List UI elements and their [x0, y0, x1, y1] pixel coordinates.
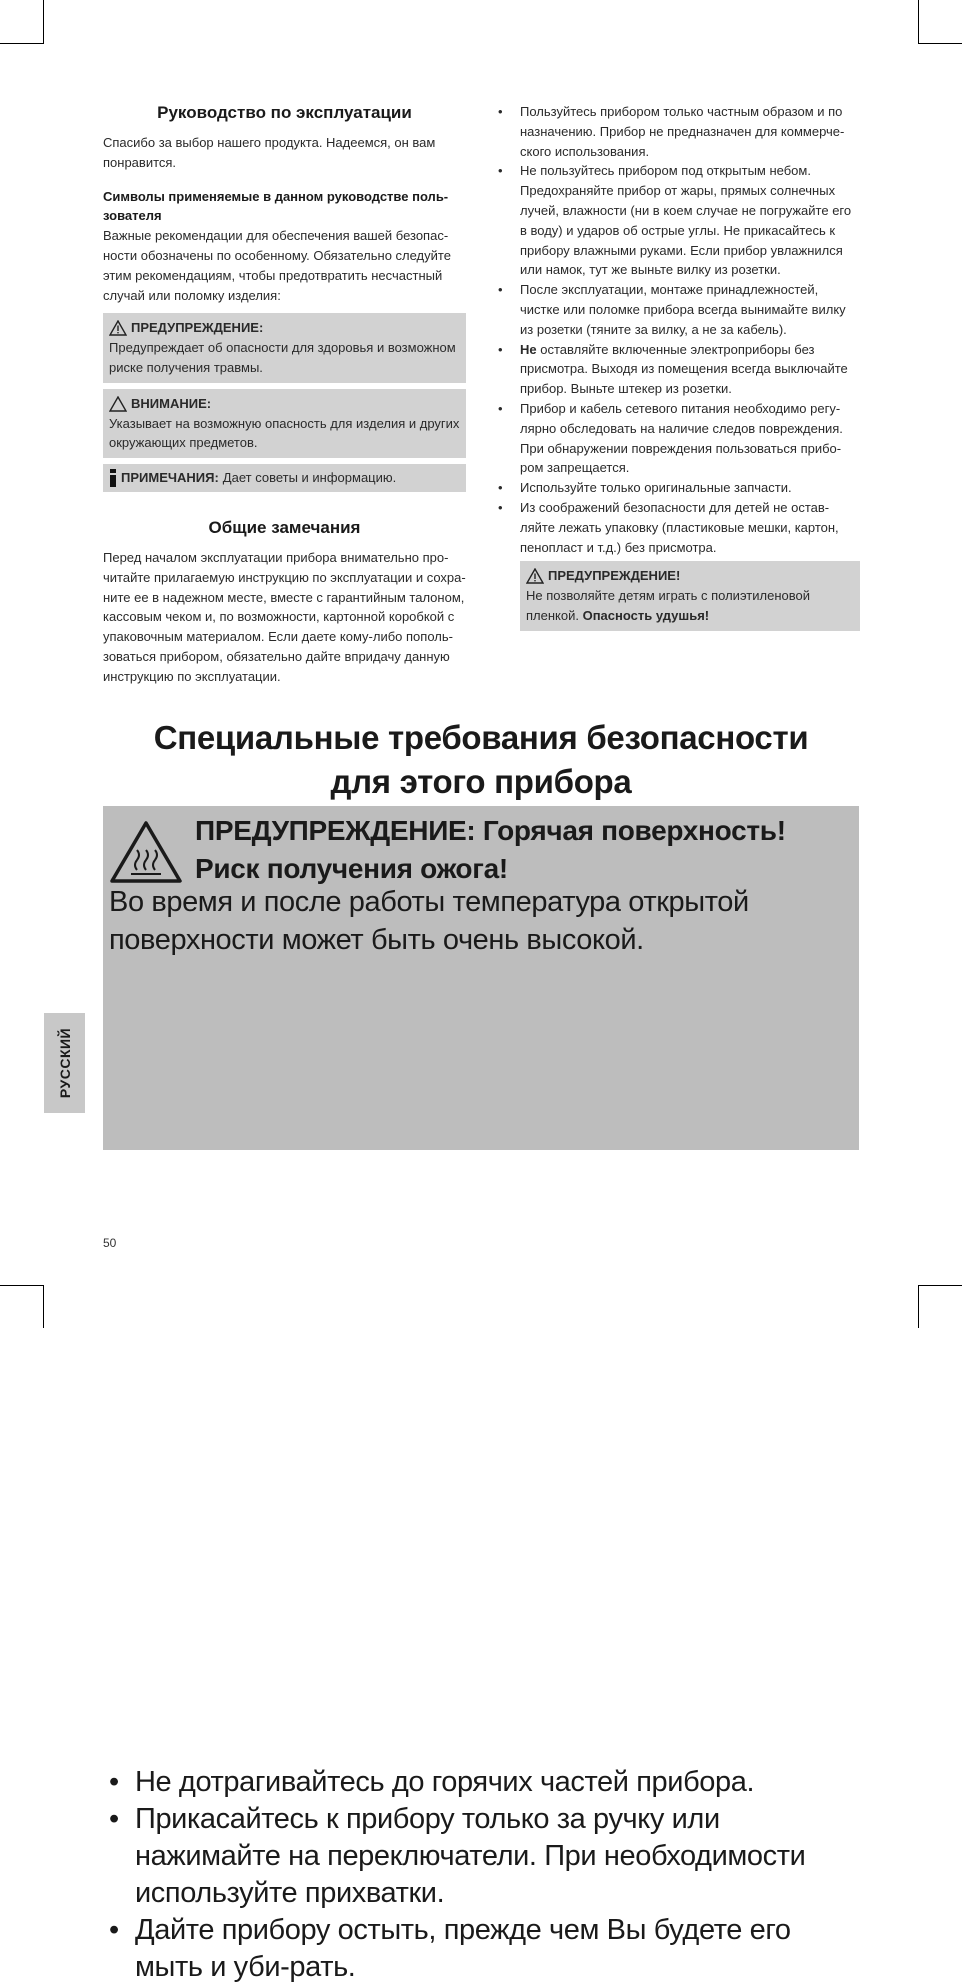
intro-text: Спасибо за выбор нашего продукта. Надеемся, он вам понравится. [103, 135, 436, 170]
warning-triangle-icon [109, 320, 127, 336]
child-warning-box [520, 561, 860, 630]
crop-mark [918, 43, 962, 44]
manual-title: Руководство по эксплуатации [157, 103, 412, 122]
left-column [103, 102, 466, 687]
symbols-heading: Символы применяемые в данном руководстве поль-зователя [103, 188, 449, 224]
warning-box [103, 313, 466, 382]
list-item: • Прикасайтесь к прибору только за ручку или нажимайте на переключатели. При необходимости используйте прихватки. [109, 1801, 853, 1912]
hot-surface-list [109, 1764, 853, 1986]
note-text: Дает советы и информацию. [222, 470, 397, 486]
right-column [498, 102, 860, 631]
crop-mark [0, 1285, 44, 1286]
caution-box [103, 389, 466, 458]
list-item: • Дайте прибору остыть, прежде чем Вы будете его мыть и уби-рать. [109, 1912, 853, 1986]
caution-box-title [109, 394, 460, 414]
list-item: • Не пользуйтесь прибором под открытым небом. Предохраняйте прибор от жары, прямых солнечных лучей, влажности (ни в коем случае не погружайте его в воду) и ударов об острые углы. Не прикасайтесь к прибору влажными руками. Если прибор увлажнился или намок, тут же выньте вилку из розетки. [498, 161, 860, 280]
info-icon [109, 469, 117, 487]
list-item: • Пользуйтесь прибором только частным образом и по назначению. Прибор не предназначен для коммерче-ского использования. [498, 102, 860, 161]
hot-surface-text: Во время и после работы температура открытой поверхности может быть очень высокой. [109, 886, 749, 956]
crop-mark [43, 1286, 44, 1328]
safety-list [498, 102, 860, 557]
warning-text: Предупреждает об опасности для здоровья и возможном риске получения травмы. [109, 340, 456, 375]
general-title: Общие замечания [208, 517, 361, 537]
crop-mark [918, 1286, 919, 1328]
child-warning-text: Не позволяйте детям играть с полиэтиленовой пленкой. Опасность удушья! [526, 588, 810, 623]
list-item: • После эксплуатации, монтаже принадлежностей, чистке или поломке прибора всегда вынимайте вилку из розетки (тяните за вилку, а не за кабель). [498, 280, 860, 339]
warning-title: ПРЕДУПРЕЖДЕНИЕ: [131, 320, 264, 336]
note-box [103, 464, 466, 492]
note-title: ПРИМЕЧАНИЯ: [121, 470, 219, 486]
language-tab: РУССКИЙ [44, 1013, 85, 1113]
list-item: • Из соображений безопасности для детей не остав-ляйте лежать упаковку (пластиковые мешки, картон, пенопласт и т.д.) без присмотра. [498, 498, 860, 557]
crop-mark [0, 43, 44, 44]
page-number: 50 [103, 1236, 117, 1250]
caution-triangle-icon [109, 396, 127, 412]
warning-box-title [109, 318, 460, 338]
crop-mark [918, 0, 919, 44]
list-item: • Прибор и кабель сетевого питания необходимо регу-лярно обследовать на наличие следов повреждения. При обнаружении повреждения пользоваться прибо-ром запрещается. [498, 399, 860, 478]
child-warning-title: ПРЕДУПРЕЖДЕНИЕ! [548, 568, 681, 584]
symbols-text: Важные рекомендации для обеспечения вашей безопас-ности обозначены по особенному. Обязательно следуйте этим рекомендациям, чтобы предотвратить несчастный случай или поломку изделия: [103, 228, 451, 303]
special-requirements-title: Специальные требования безопасности для этого прибора [153, 719, 809, 800]
crop-mark [43, 0, 44, 44]
warning-triangle-icon [526, 568, 544, 584]
list-item: • Не дотрагивайтесь до горячих частей прибора. [109, 1764, 853, 1801]
hot-surface-heading: ПРЕДУПРЕЖДЕНИЕ: Горячая поверхность! Риск получения ожога! [195, 815, 786, 884]
caution-text: Указывает на возможную опасность для изделия и других окружающих предметов. [109, 415, 460, 451]
list-item: • Не оставляйте включенные электроприборы без присмотра. Выходя из помещения всегда выключайте прибор. Выньте штекер из розетки. [498, 340, 860, 399]
caution-title: ВНИМАНИЕ: [131, 395, 212, 411]
general-text: Перед началом эксплуатации прибора внимательно про-читайте прилагаемую инструкцию по эксплуатации и сохра-ните ее в надежном месте, вместе с гарантийным талоном, кассовым чеком и, по возможности, картонной коробкой с упаковочным материалом. Если даете кому-либо пополь-зоваться прибором, обязательно дайте впридачу данную инструкцию по эксплуатации. [103, 549, 466, 684]
list-item: • Используйте только оригинальные запчасти. [498, 478, 860, 498]
hot-surface-icon [109, 820, 183, 884]
crop-mark [918, 1285, 962, 1286]
